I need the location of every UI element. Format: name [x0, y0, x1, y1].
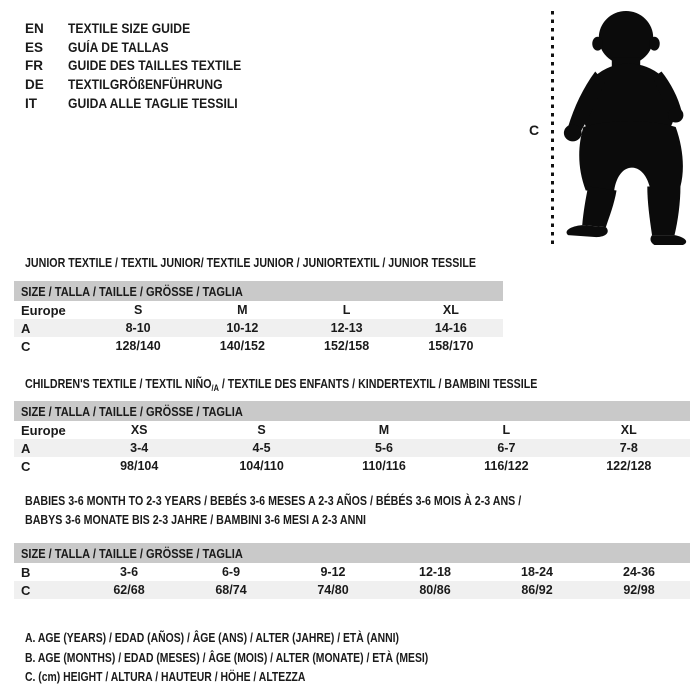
table-row	[14, 439, 690, 457]
table-row	[14, 563, 690, 581]
size-header-bar: SIZE / TALLA / TAILLE / GRÖSSE / TAGLIA	[14, 401, 690, 421]
language-title: GUÍA DE TALLAS	[68, 39, 169, 55]
height-figure	[520, 0, 700, 250]
size-cell: 98/104	[120, 459, 159, 473]
size-cell: 122/128	[606, 459, 652, 473]
language-code: ES	[25, 39, 44, 55]
language-title: TEXTILGRÖßENFÜHRUNG	[68, 76, 223, 92]
footnote-b: B. AGE (MONTHS) / EDAD (MESES) / ÂGE (MOIS) / ALTER (MONATE) / ETÀ (MESI)	[25, 649, 429, 665]
babies-size-table	[14, 543, 690, 599]
size-cell: 14-16	[399, 319, 503, 337]
junior-size-table	[14, 281, 503, 355]
size-cell: 8-10	[86, 319, 190, 337]
size-cell: 110/116	[362, 459, 406, 473]
table-row	[14, 319, 503, 337]
size-cell: M	[237, 303, 248, 317]
footnotes	[25, 628, 529, 687]
size-cell: 62/68	[78, 581, 180, 599]
size-cell: S	[133, 303, 143, 317]
size-cell: L	[502, 423, 511, 437]
height-measure-label: C	[528, 122, 540, 138]
size-cell: XL	[442, 303, 459, 317]
size-cell: 9-12	[320, 565, 346, 579]
size-cell: 116/122	[484, 459, 529, 473]
row-label: A	[14, 439, 78, 457]
size-cell: 10-12	[190, 319, 294, 337]
footnote-c: C. (cm) HEIGHT / ALTURA / HAUTEUR / HÖHE / ALTEZZA	[25, 669, 306, 685]
size-cell: 4-5	[200, 439, 322, 457]
language-code: EN	[25, 20, 44, 36]
size-cell: 80/86	[384, 581, 486, 599]
size-cell: 92/98	[588, 581, 690, 599]
language-code: DE	[25, 76, 44, 92]
footnote-a: A. AGE (YEARS) / EDAD (AÑOS) / ÂGE (ANS) / ALTER (JAHRE) / ETÀ (ANNI)	[25, 630, 400, 646]
size-cell: 3-4	[78, 439, 200, 457]
table-row	[14, 337, 503, 355]
size-header-bar: SIZE / TALLA / TAILLE / GRÖSSE / TAGLIA	[14, 543, 690, 563]
children-size-table	[14, 401, 690, 475]
size-cell: 68/74	[180, 581, 282, 599]
size-cell: 12-18	[419, 565, 451, 579]
size-cell: 74/80	[282, 581, 384, 599]
size-cell: M	[378, 423, 390, 437]
babies-section-title-line2: BABYS 3-6 MONATE BIS 2-3 JAHRE / BAMBINI 3-6 MESI A 2-3 ANNI	[25, 512, 366, 527]
subscript-a: /A	[211, 383, 219, 393]
size-cell: S	[257, 423, 266, 437]
size-cell: 6-7	[445, 439, 567, 457]
row-label: C	[14, 581, 78, 599]
size-cell: L	[342, 303, 351, 317]
row-label: C	[21, 458, 31, 474]
size-cell: XL	[620, 423, 637, 437]
row-label: Europe	[21, 302, 66, 318]
row-label: C	[21, 338, 31, 354]
row-label: A	[14, 319, 86, 337]
row-label: Europe	[21, 422, 66, 438]
size-cell: 24-36	[623, 565, 655, 579]
language-title: GUIDA ALLE TAGLIE TESSILI	[68, 95, 238, 111]
list-item	[25, 56, 261, 75]
toddler-silhouette-icon	[555, 8, 697, 246]
row-label: B	[21, 564, 31, 580]
size-cell: 12-13	[295, 319, 399, 337]
children-section-title: CHILDREN'S TEXTILE / TEXTIL $NIÑO_{/A}$ / TEXTILE DES ENFANTS / KINDERTEXTIL / BAMBINI TESSILE	[25, 376, 538, 393]
babies-section-title-line1: BABIES 3-6 MONTH TO 2-3 YEARS / BEBÉS 3-6 MESES A 2-3 AÑOS / BÉBÉS 3-6 MOIS À 2-3 ANS /	[25, 493, 522, 508]
language-title: TEXTILE SIZE GUIDE	[68, 20, 191, 36]
size-cell: 5-6	[323, 439, 445, 457]
size-cell: XS	[130, 423, 148, 437]
language-code: FR	[25, 58, 43, 74]
language-title: GUIDE DES TAILLES TEXTILE	[68, 58, 242, 74]
size-cell: 3-6	[119, 565, 139, 579]
language-list	[25, 19, 261, 112]
size-cell: 128/140	[115, 339, 161, 353]
list-item	[25, 19, 261, 38]
junior-section-title: JUNIOR TEXTILE / TEXTIL JUNIOR/ TEXTILE JUNIOR / JUNIORTEXTIL / JUNIOR TESSILE	[25, 255, 476, 270]
size-cell: 7-8	[568, 439, 690, 457]
list-item	[25, 75, 261, 94]
table-row	[14, 301, 503, 319]
list-item	[25, 94, 261, 113]
table-row	[14, 457, 690, 475]
size-header-bar: SIZE / TALLA / TAILLE / GRÖSSE / TAGLIA	[14, 281, 503, 301]
size-cell: 152/158	[324, 339, 370, 353]
size-cell: 158/170	[428, 339, 474, 353]
size-cell: 140/152	[219, 339, 265, 353]
size-cell: 6-9	[221, 565, 241, 579]
size-cell: 104/110	[239, 459, 284, 473]
language-code: IT	[25, 95, 37, 111]
table-row	[14, 581, 690, 599]
table-row	[14, 421, 690, 439]
size-cell: 18-24	[521, 565, 553, 579]
list-item	[25, 38, 261, 57]
size-cell: 86/92	[486, 581, 588, 599]
